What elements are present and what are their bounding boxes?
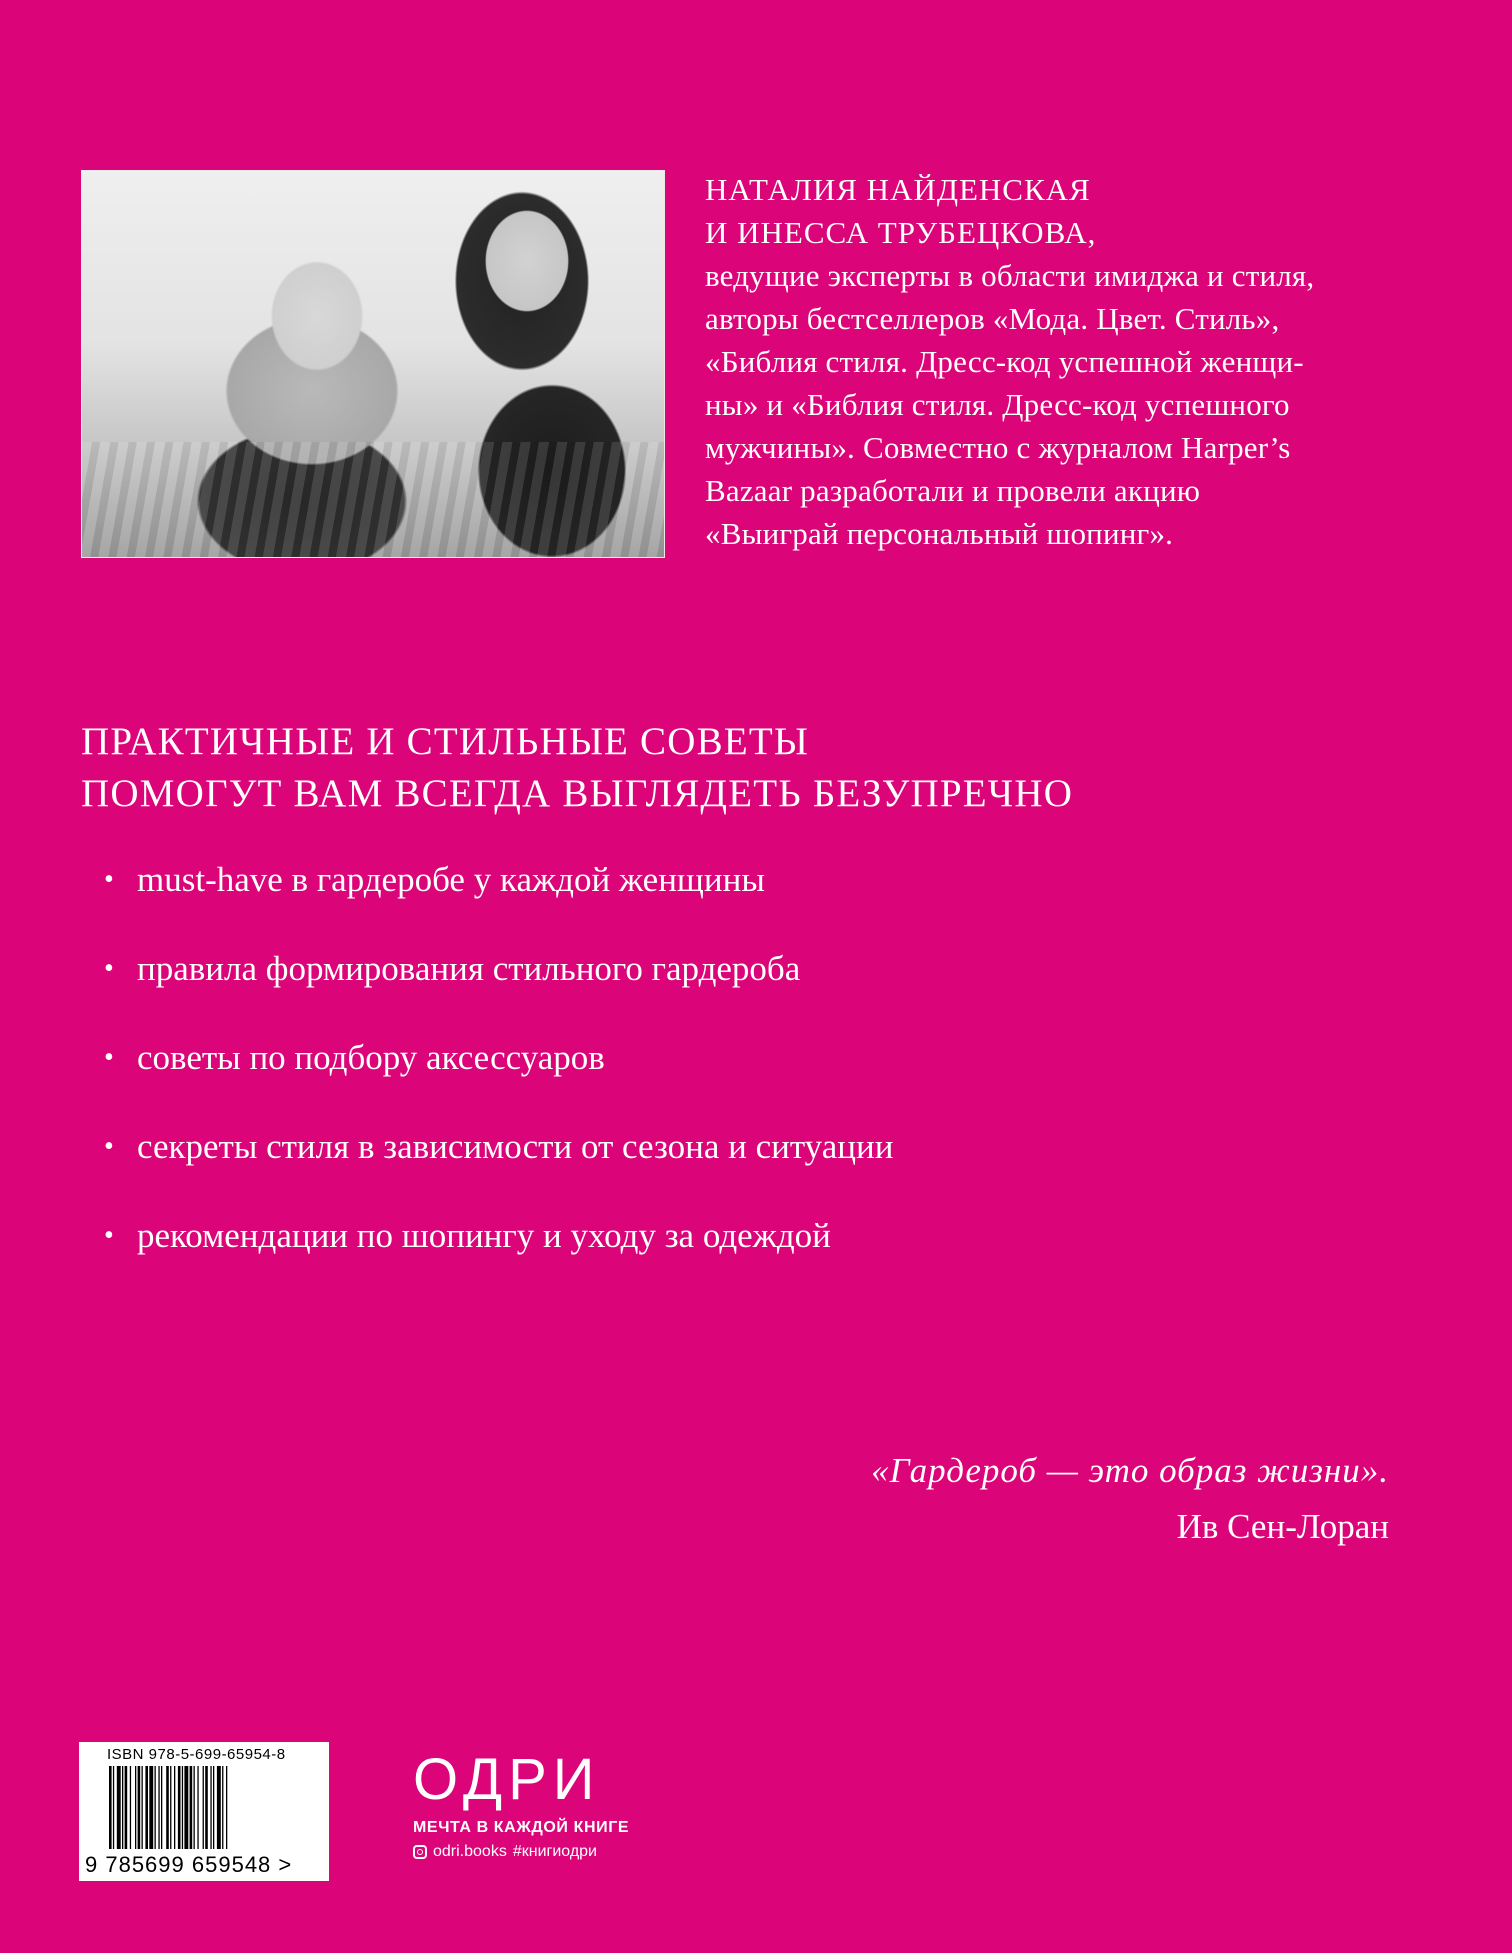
barcode-bar [182,1766,183,1849]
author-bio [705,168,1405,555]
barcode-bar [217,1766,221,1849]
barcode-bar [170,1766,171,1849]
bio-line: «Выиграй персональный шопинг». [705,516,1174,551]
barcode-bar [166,1766,169,1849]
instagram-icon [413,1845,427,1859]
barcode-bar [109,1766,112,1849]
bullet-icon: • [104,953,114,984]
barcode-bar [226,1766,227,1849]
author-name-2: И ИНЕССА ТРУБЕЦКОВА, [705,215,1097,250]
quote-block [871,1443,1389,1555]
barcode-bar [149,1766,153,1849]
publisher-tagline: МЕЧТА В КАЖДОЙ КНИГЕ [413,1819,630,1836]
list-item [100,1036,893,1080]
barcode-bar [210,1766,211,1849]
headline-line-1: ПРАКТИЧНЫЕ И СТИЛЬНЫЕ СОВЕТЫ [81,720,810,763]
barcode-bar [145,1766,148,1849]
list-item-text: советы по подбору аксессуаров [137,1038,605,1077]
quote-author: Ив Сен-Лоран [1176,1507,1389,1546]
barcode-bar [138,1766,141,1849]
barcode-bar [178,1766,181,1849]
barcode-bar [122,1766,123,1849]
headline-line-2: ПОМОГУТ ВАМ ВСЕГДА ВЫГЛЯДЕТЬ БЕЗУПРЕЧНО [81,772,1074,815]
quote-text: «Гардероб — это образ жизни». [871,1451,1389,1490]
barcode-bar [174,1766,175,1849]
bio-line: Bazaar разработали и провели акцию [705,473,1201,508]
bio-line: «Библия стиля. Дресс-код успешной женщи- [705,344,1304,379]
headline [81,716,1073,820]
list-item [100,858,893,902]
barcode-bar [213,1766,214,1849]
barcode-bar [117,1766,121,1849]
publisher-logo-block [413,1749,629,1861]
bullet-icon: • [104,864,114,895]
list-item-text: секреты стиля в зависимости от сезона и ситуации [137,1127,894,1166]
barcode-bar [197,1766,198,1849]
isbn-barcode-box [79,1742,329,1881]
isbn-label: ISBN 978-5-699-65954-8 [107,1746,286,1763]
list-item-text: правила формирования стильного гардероба [137,949,801,988]
author-name-1: НАТАЛИЯ НАЙДЕНСКАЯ [705,172,1091,207]
barcode-icon [109,1766,309,1849]
barcode-bar [184,1766,188,1849]
bio-line: мужчины». Совместно с журналом Harper’s [705,430,1291,465]
barcode-bar [194,1766,195,1849]
publisher-logo: ОДРИ [413,1747,601,1812]
barcode-bar [158,1766,159,1849]
barcode-bar [130,1766,131,1849]
list-item-text: must-have в гардеробе у каждой женщины [137,860,765,899]
list-item-text: рекомендации по шопингу и уходу за одеждой [137,1216,831,1255]
authors-photo [81,170,665,558]
bio-line: авторы бестселлеров «Мода. Цвет. Стиль», [705,301,1280,336]
bullet-icon: • [104,1220,114,1251]
barcode-bar [155,1766,156,1849]
publisher-socials [413,1843,629,1861]
list-item [100,1125,893,1169]
list-item [100,947,893,991]
bio-line: ведущие эксперты в области имиджа и стиля, [705,258,1315,293]
barcode-bar [113,1766,114,1849]
isbn-digits: 9 785699 659548 > [85,1852,293,1877]
barcode-bar [125,1766,128,1849]
barcode-bar [190,1766,193,1849]
sofa-texture [82,442,664,557]
barcode-bar [222,1766,223,1849]
barcode-bar [161,1766,162,1849]
barcode-bar [142,1766,143,1849]
barcode-bar [135,1766,136,1849]
barcode-bar [203,1766,204,1849]
bullet-icon: • [104,1131,114,1162]
barcode-bar [205,1766,208,1849]
social-handle: odri.books [433,1843,507,1860]
list-item [100,1214,893,1258]
bio-line: ны» и «Библия стиля. Дресс-код успешного [705,387,1290,422]
hashtag: #книгиодри [512,1843,597,1860]
tips-list [100,858,893,1303]
bullet-icon: • [104,1042,114,1073]
